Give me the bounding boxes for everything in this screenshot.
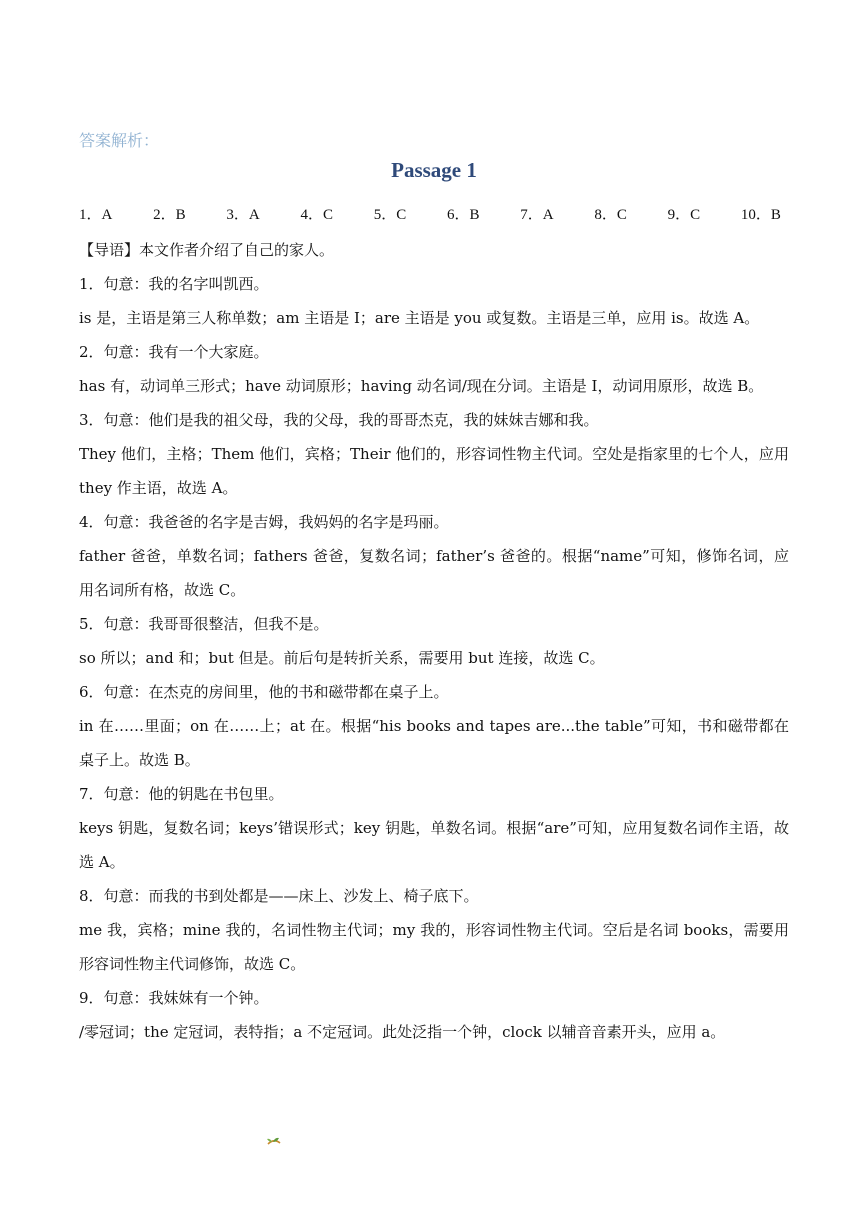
answer-item: 3．A bbox=[226, 207, 260, 223]
question-sentence: 8．句意：而我的书到处都是——床上、沙发上、椅子底下。 bbox=[79, 887, 479, 905]
question-explanation: /零冠词；the 定冠词，表特指；a 不定冠词。此处泛指一个钟，clock 以辅音音素开头，应用 a。 bbox=[79, 1023, 726, 1041]
question-sentence: 5．句意：我哥哥很整洁，但我不是。 bbox=[79, 615, 329, 633]
question-explanation: so 所以；and 和；but 但是。前后句是转折关系，需要用 but 连接，故选 C。 bbox=[79, 649, 605, 667]
question-explanation: is 是，主语是第三人称单数；am 主语是 I；are 主语是 you 或复数。主语是三单，应用 is。故选 A。 bbox=[79, 309, 760, 327]
question-explanation: father 爸爸，单数名词；fathers 爸爸，复数名词；father’s 爸爸的。根据“name”可知，修饰名词，应用名词所有格，故选 C。 bbox=[79, 547, 789, 599]
answer-item: 7．A bbox=[520, 207, 554, 223]
question-explanation: in 在……里面；on 在……上；at 在。根据“his books and tapes are...the table”可知，书和磁带都在桌子上。故选 B。 bbox=[79, 717, 789, 769]
section-label: 答案解析： bbox=[79, 131, 160, 150]
answer-item: 4．C bbox=[300, 207, 333, 223]
question-sentence: 3．句意：他们是我的祖父母，我的父母，我的哥哥杰克，我的妹妹吉娜和我。 bbox=[79, 411, 599, 429]
question-sentence: 7．句意：他的钥匙在书包里。 bbox=[79, 785, 284, 803]
answer-item: 6．B bbox=[446, 207, 480, 223]
answer-item: 2．B bbox=[153, 207, 186, 223]
answer-item: 8．C bbox=[594, 207, 627, 223]
question-explanation: They 他们，主格；Them 他们，宾格；Their 他们的，形容词性物主代词。空处是指家里的七个人，应用 they 作主语，故选 A。 bbox=[79, 445, 789, 497]
intro-line: 【导语】本文作者介绍了自己的家人。 bbox=[79, 241, 335, 259]
question-explanation: has 有，动词单三形式；have 动词原形；having 动名词/现在分词。主语是 I，动词用原形，故选 B。 bbox=[79, 377, 764, 395]
question-sentence: 4．句意：我爸爸的名字是吉姆，我妈妈的名字是玛丽。 bbox=[79, 513, 449, 531]
question-explanation: me 我，宾格；mine 我的，名词性物主代词；my 我的，形容词性物主代词。空后是名词 books，需要用形容词性物主代词修饰，故选 C。 bbox=[79, 921, 789, 973]
answer-item: 5．C bbox=[373, 207, 407, 223]
leaf-logo-icon bbox=[266, 1136, 282, 1146]
question-sentence: 9．句意：我妹妹有一个钟。 bbox=[79, 989, 269, 1007]
answer-item: 10．B bbox=[740, 207, 781, 223]
passage-title: Passage 1 bbox=[391, 158, 477, 182]
question-explanation: keys 钥匙，复数名词；keys’错误形式；key 钥匙，单数名词。根据“are”可知，应用复数名词作主语，故选 A。 bbox=[79, 819, 789, 871]
answer-item: 1．A bbox=[79, 207, 113, 223]
explanation-body bbox=[79, 233, 789, 1049]
answer-key-row bbox=[79, 203, 781, 224]
question-sentence: 2．句意：我有一个大家庭。 bbox=[79, 343, 269, 361]
question-sentence: 6．句意：在杰克的房间里，他的书和磁带都在桌子上。 bbox=[79, 683, 449, 701]
question-sentence: 1．句意：我的名字叫凯西。 bbox=[79, 275, 269, 293]
answer-item: 9．C bbox=[667, 207, 701, 223]
